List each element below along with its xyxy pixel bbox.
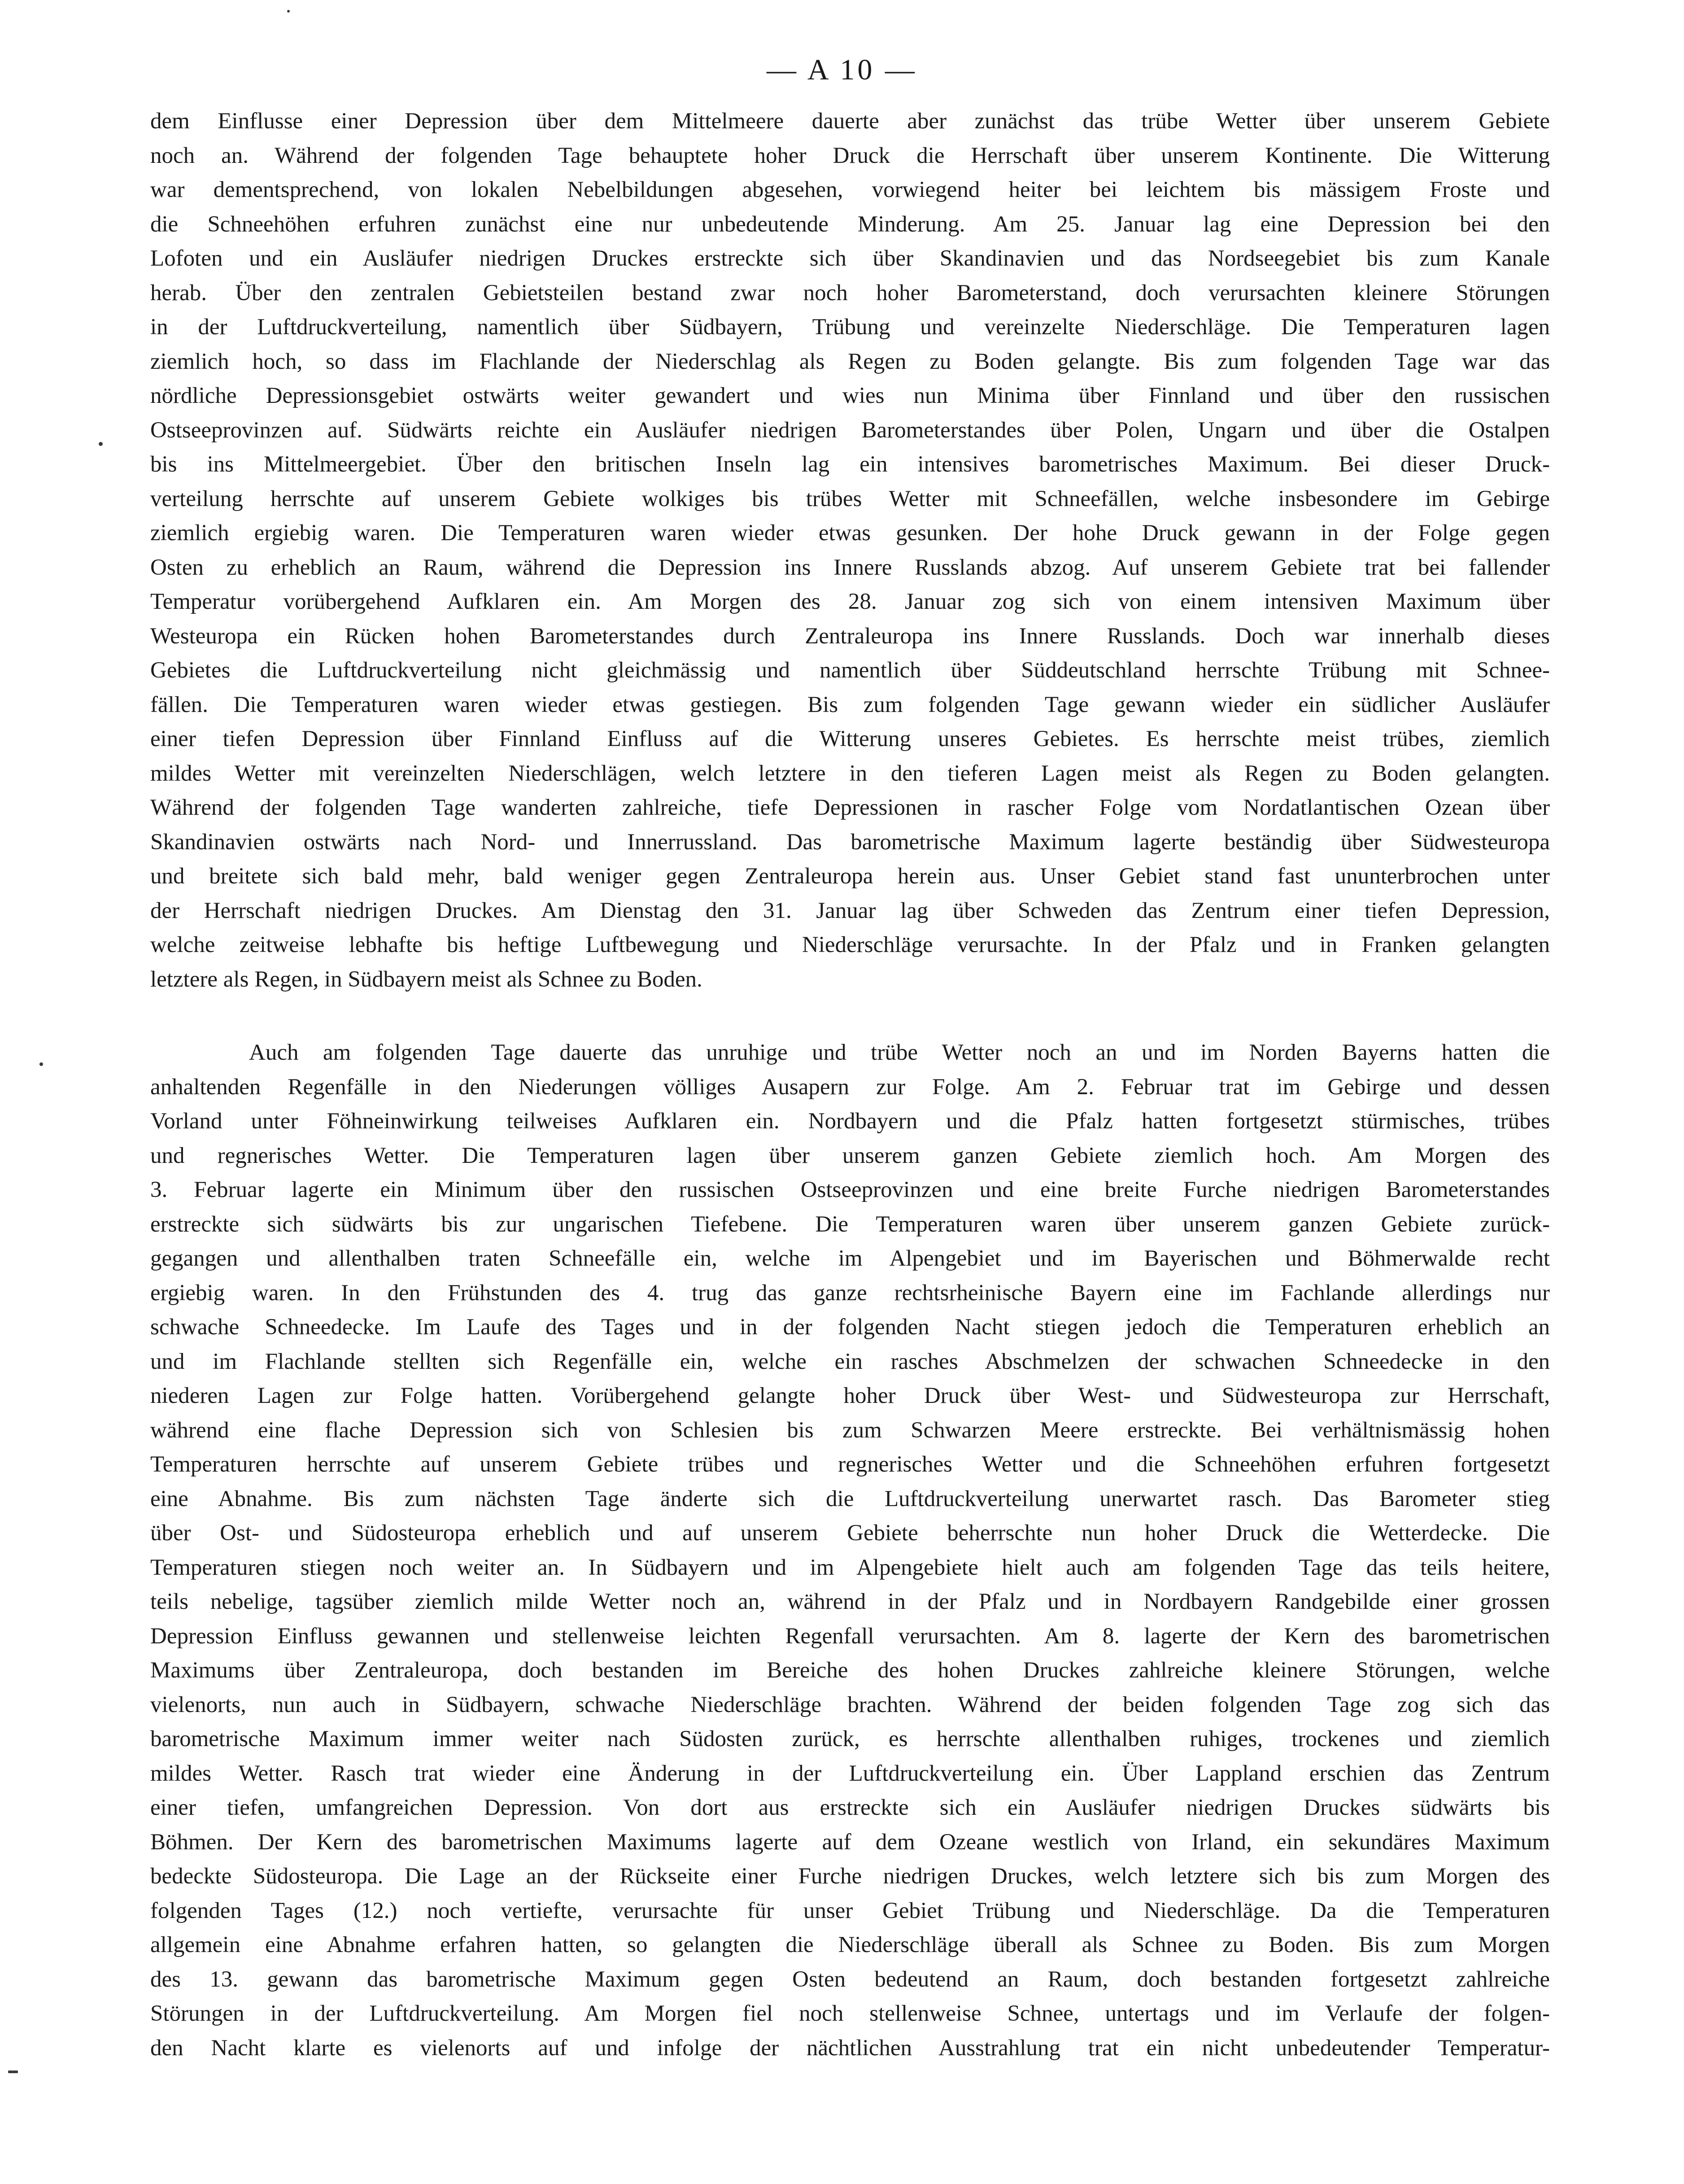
text-line: Westeuropa ein Rücken hohen Barometerstandes durch Zentraleuropa ins Innere Russlands. Doch war innerhalb dieses: [150, 623, 1550, 649]
text-line: einer tiefen Depression über Finnland Einfluss auf die Witterung unseres Gebietes. Es herrschte meist trübes, ziemlich: [150, 726, 1550, 751]
text-line: bedeckte Südosteuropa. Die Lage an der Rückseite einer Furche niedrigen Druckes, welch letztere sich bis zum Morgen des: [150, 1864, 1550, 1889]
scan-speck: [39, 1062, 43, 1066]
paragraph-1: [150, 104, 1550, 996]
scan-speck: [287, 10, 290, 13]
text-line: Maximums über Zentraleuropa, doch bestanden im Bereiche des hohen Druckes zahlreiche kleinere Störungen, welche: [150, 1658, 1550, 1683]
text-line: Gebietes die Luftdruckverteilung nicht gleichmässig und namentlich über Süddeutschland herrschte Trübung mit Schnee-: [150, 658, 1550, 683]
text-line: Temperaturen stiegen noch weiter an. In Südbayern und im Alpengebiete hielt auch am folgenden Tage das teils heitere,: [150, 1555, 1550, 1580]
text-line: niederen Lagen zur Folge hatten. Vorübergehend gelangte hoher Druck über West- und Südwesteuropa zur Herrschaft,: [150, 1383, 1550, 1408]
text-line: vielenorts, nun auch in Südbayern, schwache Niederschläge brachten. Während der beiden folgenden Tage zog sich das: [150, 1692, 1550, 1717]
text-line: dem Einflusse einer Depression über dem Mittelmeere dauerte aber zunächst das trübe Wetter über unserem Gebiete: [150, 109, 1550, 134]
text-line: nördliche Depressionsgebiet ostwärts weiter gewandert und wies nun Minima über Finnland und über den russischen: [150, 383, 1550, 408]
text-line: barometrische Maximum immer weiter nach Südosten zurück, es herrschte allenthalben ruhiges, trockenes und ziemlich: [150, 1726, 1550, 1752]
scan-speck: [8, 2070, 18, 2073]
text-line: eine Abnahme. Bis zum nächsten Tage änderte sich die Luftdruckverteilung unerwartet rasch. Das Barometer stieg: [150, 1486, 1550, 1511]
text-line: Lofoten und ein Ausläufer niedrigen Druckes erstreckte sich über Skandinavien und das Nordseegebiet bis zum Kanale: [150, 246, 1550, 271]
text-line: fällen. Die Temperaturen waren wieder etwas gestiegen. Bis zum folgenden Tage gewann wieder ein südlicher Ausläufer: [150, 692, 1550, 717]
text-line: Vorland unter Föhneinwirkung teilweises Aufklaren ein. Nordbayern und die Pfalz hatten fortgesetzt stürmisches, trübes: [150, 1109, 1550, 1134]
text-line: Depression Einfluss gewannen und stellenweise leichten Regenfall verursachten. Am 8. lagerte der Kern des barometrischen: [150, 1623, 1550, 1649]
text-line: erstreckte sich südwärts bis zur ungarischen Tiefebene. Die Temperaturen waren über unserem ganzen Gebiete zurück-: [150, 1211, 1550, 1237]
text-line: Skandinavien ostwärts nach Nord- und Innerrussland. Das barometrische Maximum lagerte beständig über Südwesteuropa: [150, 829, 1550, 855]
text-line: folgenden Tages (12.) noch vertiefte, verursachte für unser Gebiet Trübung und Niederschläge. Da die Temperaturen: [150, 1898, 1550, 1923]
paragraph-2: [150, 1035, 1550, 2065]
text-line: einer tiefen, umfangreichen Depression. Von dort aus erstreckte sich ein Ausläufer niedrigen Druckes südwärts bis: [150, 1795, 1550, 1820]
text-line: Während der folgenden Tage wanderten zahlreiche, tiefe Depressionen in rascher Folge vom Nordatlantischen Ozean über: [150, 795, 1550, 820]
text-line: in der Luftdruckverteilung, namentlich über Südbayern, Trübung und vereinzelte Niederschläge. Die Temperaturen lagen: [150, 314, 1550, 340]
text-line: und regnerisches Wetter. Die Temperaturen lagen über unserem ganzen Gebiete ziemlich hoch. Am Morgen des: [150, 1143, 1550, 1168]
text-line: gegangen und allenthalben traten Schneefälle ein, welche im Alpengebiet und im Bayerischen und Böhmerwalde recht: [150, 1246, 1550, 1271]
text-line: schwache Schneedecke. Im Laufe des Tages und in der folgenden Nacht stiegen jedoch die Temperaturen erheblich an: [150, 1315, 1550, 1340]
text-line: ziemlich ergiebig waren. Die Temperaturen waren wieder etwas gesunken. Der hohe Druck gewann in der Folge gegen: [150, 520, 1550, 546]
text-line: über Ost- und Südosteuropa erheblich und auf unserem Gebiete beherrschte nun hoher Druck die Wetterdecke. Die: [150, 1520, 1550, 1546]
scan-speck: [99, 442, 103, 446]
text-line: noch an. Während der folgenden Tage behauptete hoher Druck die Herrschaft über unserem Kontinente. Die Witterung: [150, 143, 1550, 168]
text-line: Osten zu erheblich an Raum, während die Depression ins Innere Russlands abzog. Auf unserem Gebiete trat bei fallender: [150, 555, 1550, 580]
text-line: ziemlich hoch, so dass im Flachlande der Niederschlag als Regen zu Boden gelangte. Bis zum folgenden Tage war das: [150, 349, 1550, 374]
text-line: mildes Wetter. Rasch trat wieder eine Änderung in der Luftdruckverteilung ein. Über Lappland erschien das Zentrum: [150, 1760, 1550, 1786]
text-line: Störungen in der Luftdruckverteilung. Am Morgen fiel noch stellenweise Schnee, untertags und im Verlaufe der folgen-: [150, 2001, 1550, 2026]
text-line: ergiebig waren. In den Frühstunden des 4. trug das ganze rechtsrheinische Bayern eine im Fachlande allerdings nur: [150, 1280, 1550, 1306]
text-line: Böhmen. Der Kern des barometrischen Maximums lagerte auf dem Ozeane westlich von Irland, ein sekundäres Maximum: [150, 1829, 1550, 1855]
text-line: letztere als Regen, in Südbayern meist als Schnee zu Boden.: [150, 966, 702, 992]
text-line: Temperaturen herrschte auf unserem Gebiete trübes und regnerisches Wetter und die Schneehöhen erfuhren fortgesetzt: [150, 1452, 1550, 1477]
text-line: und im Flachlande stellten sich Regenfälle ein, welche ein rasches Abschmelzen der schwachen Schneedecke in den: [150, 1349, 1550, 1374]
text-line: der Herrschaft niedrigen Druckes. Am Dienstag den 31. Januar lag über Schweden das Zentrum einer tiefen Depression,: [150, 898, 1550, 923]
text-line: Temperatur vorübergehend Aufklaren ein. Am Morgen des 28. Januar zog sich von einem intensiven Maximum über: [150, 589, 1550, 614]
text-line: allgemein eine Abnahme erfahren hatten, so gelangten die Niederschläge überall als Schnee zu Boden. Bis zum Morgen: [150, 1932, 1550, 1957]
text-line: welche zeitweise lebhafte bis heftige Luftbewegung und Niederschläge verursachte. In der Pfalz und in Franken gelangten: [150, 932, 1550, 957]
text-line: des 13. gewann das barometrische Maximum gegen Osten bedeutend an Raum, doch bestanden fortgesetzt zahlreiche: [150, 1966, 1550, 1992]
page-number-header: — A 10 —: [767, 53, 917, 86]
text-line: während eine flache Depression sich von Schlesien bis zum Schwarzen Meere erstreckte. Bei verhältnismässig hohen: [150, 1417, 1550, 1443]
text-line: 3. Februar lagerte ein Minimum über den russischen Ostseeprovinzen und eine breite Furche niedrigen Barometerstandes: [150, 1177, 1550, 1202]
text-line: Auch am folgenden Tage dauerte das unruhige und trübe Wetter noch an und im Norden Bayerns hatten die: [249, 1040, 1550, 1065]
text-line: herab. Über den zentralen Gebietsteilen bestand zwar noch hoher Barometerstand, doch verursachten kleinere Störungen: [150, 280, 1550, 306]
text-line: verteilung herrschte auf unserem Gebiete wolkiges bis trübes Wetter mit Schneefällen, welche insbesondere im Gebirge: [150, 486, 1550, 511]
text-line: mildes Wetter mit vereinzelten Niederschlägen, welch letztere in den tieferen Lagen meist als Regen zu Boden gelangten.: [150, 760, 1550, 786]
text-line: war dementsprechend, von lokalen Nebelbildungen abgesehen, vorwiegend heiter bei leichtem bis mässigem Froste und: [150, 177, 1550, 202]
text-line: die Schneehöhen erfuhren zunächst eine nur unbedeutende Minderung. Am 25. Januar lag eine Depression bei den: [150, 211, 1550, 237]
text-line: den Nacht klarte es vielenorts auf und infolge der nächtlichen Ausstrahlung trat ein nicht unbedeutender Temperatur-: [150, 2035, 1550, 2061]
text-line: Ostseeprovinzen auf. Südwärts reichte ein Ausläufer niedrigen Barometerstandes über Polen, Ungarn und über die Ostalpen: [150, 417, 1550, 443]
text-line: bis ins Mittelmeergebiet. Über den britischen Inseln lag ein intensives barometrisches Maximum. Bei dieser Druck-: [150, 452, 1550, 477]
text-line: und breitete sich bald mehr, bald weniger gegen Zentraleuropa herein aus. Unser Gebiet stand fast ununterbrochen unter: [150, 864, 1550, 889]
text-line: anhaltenden Regenfälle in den Niederungen völliges Ausapern zur Folge. Am 2. Februar trat im Gebirge und dessen: [150, 1074, 1550, 1100]
text-line: teils nebelige, tagsüber ziemlich milde Wetter noch an, während in der Pfalz und in Nordbayern Randgebilde einer grossen: [150, 1589, 1550, 1614]
